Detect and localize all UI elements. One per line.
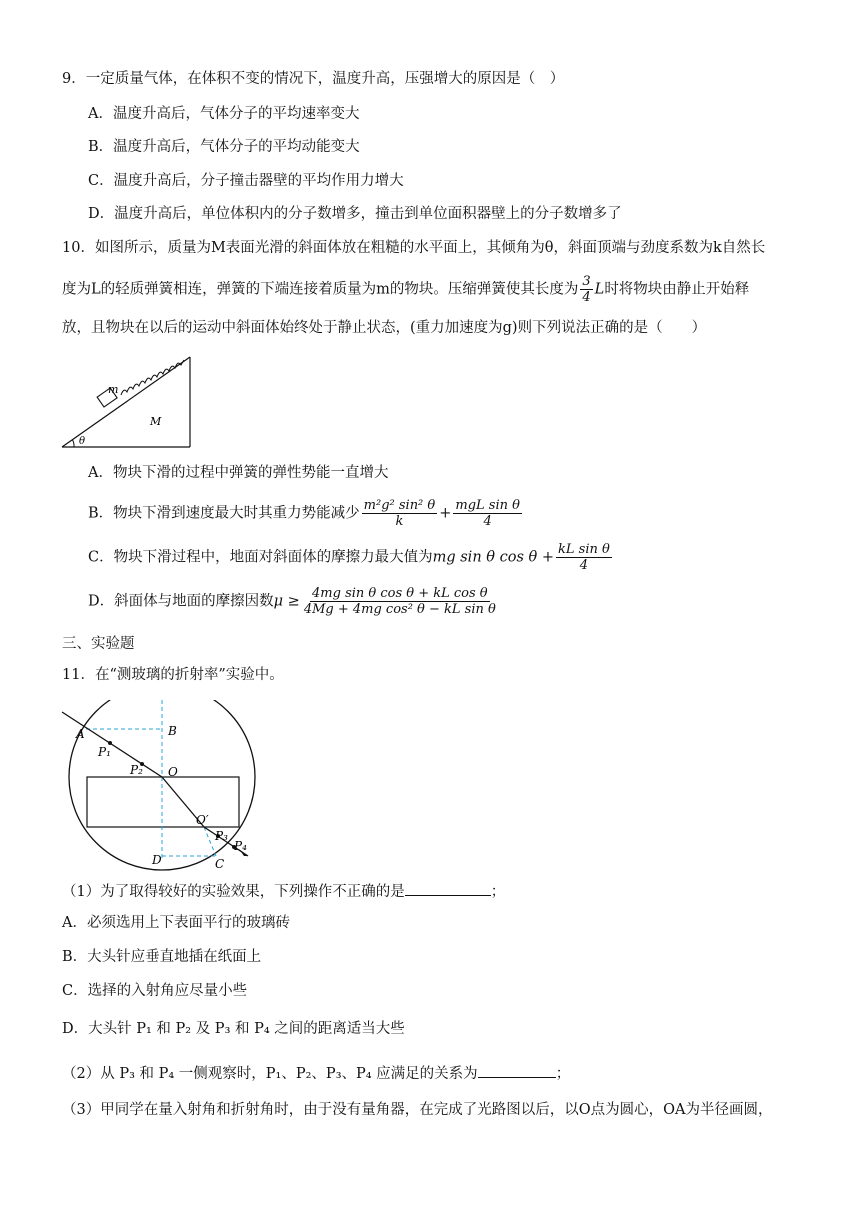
label-M: M	[150, 415, 162, 428]
q11-sub2: （2）从 P₃ 和 P₄ 一侧观察时，P₁、P₂、P₃、P₄ 应满足的关系为 ；	[62, 1066, 571, 1082]
glass-brick	[87, 777, 239, 827]
q11-sub3: （3）甲同学在量入射角和折射角时，由于没有量角器，在完成了光路图以后，以O点为圆心，OA为半径画圆，	[62, 1102, 773, 1118]
q11-stem: 11．在“测玻璃的折射率”实验中。	[62, 667, 284, 683]
q11-option-a: A．必须选用上下表面平行的玻璃砖	[62, 915, 290, 931]
label-C: C	[215, 857, 225, 871]
label-D: D	[152, 853, 162, 867]
q9-option-b: B．温度升高后，气体分子的平均动能变大	[88, 139, 360, 155]
label-P1: P₁	[98, 745, 111, 759]
q10-option-a: A．物块下滑的过程中弹簧的弹性势能一直增大	[88, 465, 389, 481]
q10-stem-line3: 放，且物块在以后的运动中斜面体始终处于静止状态，(重力加速度为g)则下列说法正确的是（ ）	[62, 320, 707, 336]
label-P3: P₃	[215, 829, 228, 843]
label-theta: θ	[79, 436, 86, 447]
label-m: m	[108, 383, 119, 396]
section-heading: 三、实验题	[62, 636, 135, 652]
q11-option-c: C．选择的入射角应尽量小些	[62, 983, 248, 999]
answer-blank-1[interactable]	[405, 895, 491, 896]
spring-icon	[121, 360, 184, 395]
label-B: B	[168, 724, 177, 738]
q9-option-a: A．温度升高后，气体分子的平均速率变大	[88, 106, 360, 122]
q9-stem: 9．一定质量气体，在体积不变的情况下，温度升高，压强增大的原因是（ ）	[62, 71, 565, 87]
q9-option-c: C．温度升高后，分子撞击器壁的平均作用力增大	[88, 173, 404, 189]
answer-blank-2[interactable]	[478, 1077, 556, 1078]
q10-stem-line2: 度为L的轻质弹簧相连，弹簧的下端连接着质量为m的物块。压缩弹簧使其长度为 $\frac{3}{4}$ L时将物块由静止开始释	[62, 274, 750, 305]
label-A: A	[76, 727, 85, 741]
label-P2: P₂	[130, 763, 143, 777]
label-P4: P₄	[234, 839, 247, 853]
q11-option-b: B．大头针应垂直地插在纸面上	[62, 949, 262, 965]
label-O: O	[168, 765, 178, 779]
fraction-three-quarters: $\frac{3}{4}$	[582, 274, 591, 305]
q9-option-d: D．温度升高后，单位体积内的分子数增多，撞击到单位面积器壁上的分子数增多了	[88, 206, 622, 222]
label-O-prime: O′	[196, 813, 209, 827]
q11-option-d: D．大头针 P₁ 和 P₂ 及 P₃ 和 P₄ 之间的距离适当大些	[62, 1021, 405, 1037]
refraction-figure	[58, 700, 268, 878]
q10-option-b: B．物块下滑到速度最大时其重力势能减少 $\frac{\text{m²g² sin² θ}}{k}$ + $\frac{\text{mgL sin θ}}{4}$	[88, 498, 520, 529]
q10-stem-line1: 10．如图所示，质量为M表面光滑的斜面体放在粗糙的水平面上，其倾角为θ，斜面顶端与劲度系数为k自然长	[62, 240, 766, 256]
q10-option-c: C．物块下滑过程中，地面对斜面体的摩擦力最大值为mg sin θ cos θ + $\frac{\text{kL sin θ}}{4}$	[88, 542, 610, 573]
incident-ray	[62, 712, 162, 777]
q11-sub1: （1）为了取得较好的实验效果，下列操作不正确的是 ；	[62, 884, 506, 900]
q10-option-d: D．斜面体与地面的摩擦因数μ ≥ $\frac{\text{4mg sin θ cos θ + kL cos θ}}{\text{4Mg + 4mg cos² θ − kL sin θ}}$	[88, 586, 496, 617]
incline-spring-figure	[60, 345, 195, 450]
